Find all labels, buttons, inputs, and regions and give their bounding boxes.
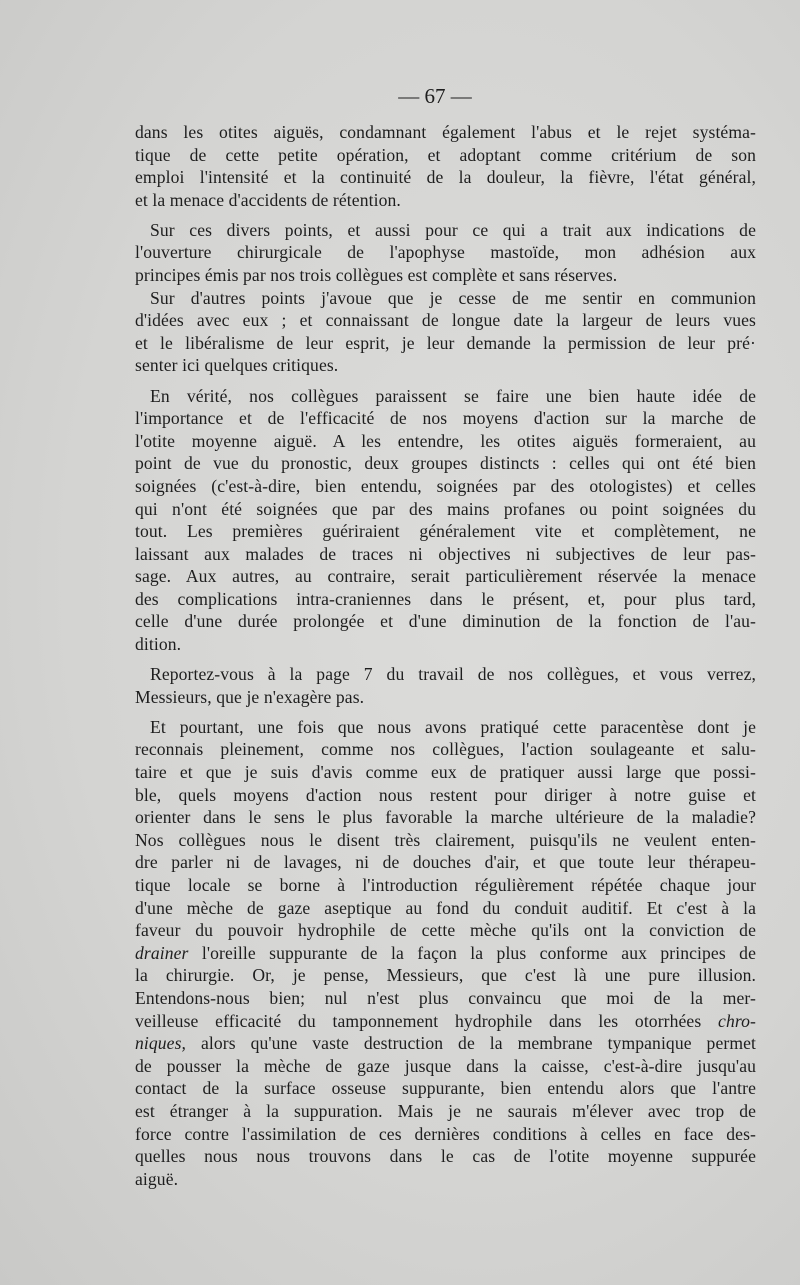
text-line: Sur d'autres points j'avoue que je cesse de me sentir en communion [150,287,756,308]
text-line: orienter dans le sens le plus favorable la marche ultérieure de la maladie? [135,807,756,828]
text-line: dans les otites aiguës, condamnant également l'abus et le rejet systéma- [135,122,756,142]
page-number: — 67 — [398,84,472,108]
text-line: sage. Aux autres, au contraire, serait particulièrement réservée la menace [135,566,756,587]
text-line [135,1010,756,1033]
text-line: Sur ces divers points, et aussi pour ce qui a trait aux indications de [150,219,756,240]
paragraph [135,287,756,377]
italic-text: chro- [718,1010,756,1031]
paragraph [135,121,756,211]
text-segment: alors qu'une vaste destruction de la membrane tympanique permet [186,1033,756,1054]
text-line: quelles nous nous trouvons dans le cas de l'otite moyenne suppurée [135,1146,756,1167]
italic-text: drainer [135,942,189,963]
text-line: En vérité, nos collègues paraissent se faire une bien haute idée de [150,385,756,406]
text-line: senter ici quelques critiques. [135,355,339,376]
body-text [135,121,756,1190]
text-line: tique locale se borne à l'introduction régulièrement répétée chaque jour [135,875,756,895]
text-line: reconnais pleinement, comme nos collègues, l'action soulageante et salu- [135,739,756,760]
text-line: est étranger à la suppuration. Mais je ne saurais m'élever avec trop de [135,1100,756,1121]
text-line: l'ouverture chirurgicale de l'apophyse mastoïde, mon adhésion aux [135,242,756,263]
paragraph [135,716,756,1190]
text-line: Et pourtant, une fois que nous avons pratiqué cette paracentèse dont je [150,716,756,737]
text-line [135,942,756,965]
text-line: Reportez-vous à la page 7 du travail de nos collègues, et vous verrez, [150,664,756,685]
text-line: force contre l'assimilation de ces dernières conditions à celles en face des- [135,1123,756,1144]
paragraph [135,219,756,287]
text-line: des complications intra-craniennes dans le présent, et, pour plus tard, [135,588,756,609]
text-line [135,1032,756,1055]
italic-text: niques, [135,1033,187,1054]
text-line: la chirurgie. Or, je pense, Messieurs, que c'est là une pure illusion. [135,965,756,986]
text-line: l'importance et de l'efficacité de nos moyens d'action sur la marche de [135,408,756,429]
paragraph [135,385,756,656]
text-line: taire et que je suis d'avis comme eux de pratiquer aussi large que possi- [135,762,756,783]
text-line: point de vue du pronostic, deux groupes distincts : celles qui ont été bien [135,453,756,474]
text-line: dre parler ni de lavages, ni de douches d'air, et que toute leur thérapeu- [135,852,756,873]
text-line: ble, quels moyens d'action nous restent pour diriger à notre guise et [135,784,756,805]
text-line: qui n'ont été soignées que par des mains profanes ou point soignées du [135,498,756,519]
text-segment: veilleuse efficacité du tamponnement hydrophile dans les otorrhées [135,1010,719,1031]
text-line: et la menace d'accidents de rétention. [135,189,401,210]
text-segment: l'oreille suppurante de la façon la plus conforme aux principes de [188,942,756,963]
text-line: tout. Les premières guériraient généralement vite et complètement, ne [135,521,756,542]
text-line: dition. [135,634,182,655]
text-line: emploi l'intensité et la continuité de la douleur, la fièvre, l'état général, [135,167,756,188]
text-line: contact de la surface osseuse suppurante, bien entendu alors que l'antre [135,1078,756,1099]
text-line: et le libéralisme de leur esprit, je leur demande la permission de leur pré· [135,332,756,353]
text-line: laissant aux malades de traces ni objectives ni subjectives de leur pas- [135,543,756,564]
text-line: aiguë. [135,1168,179,1189]
text-line: celle d'une durée prolongée et d'une diminution de la fonction de l'au- [135,611,756,632]
text-line: tique de cette petite opération, et adoptant comme critérium de son [135,144,756,165]
text-line: d'une mèche de gaze aseptique au fond du conduit auditif. Et c'est à la [135,897,756,918]
text-line: de pousser la mèche de gaze jusque dans la caisse, c'est-à-dire jusqu'au [135,1055,756,1076]
text-line: principes émis par nos trois collègues est complète et sans réserves. [135,265,618,286]
paragraph [135,663,756,708]
text-line: soignées (c'est-à-dire, bien entendu, soignées par des otologistes) et celles [135,475,756,496]
text-line: faveur du pouvoir hydrophile de cette mèche qu'ils ont la conviction de [135,920,756,941]
text-line: Messieurs, que je n'exagère pas. [135,686,365,707]
text-line: Nos collègues nous le disent très clairement, puisqu'ils ne veulent enten- [135,829,756,850]
text-line: l'otite moyenne aiguë. A les entendre, les otites aiguës formeraient, au [135,430,756,451]
text-line: Entendons-nous bien; nul n'est plus convaincu que moi de la mer- [135,987,756,1008]
text-line: d'idées avec eux ; et connaissant de longue date la largeur de leurs vues [135,310,756,331]
